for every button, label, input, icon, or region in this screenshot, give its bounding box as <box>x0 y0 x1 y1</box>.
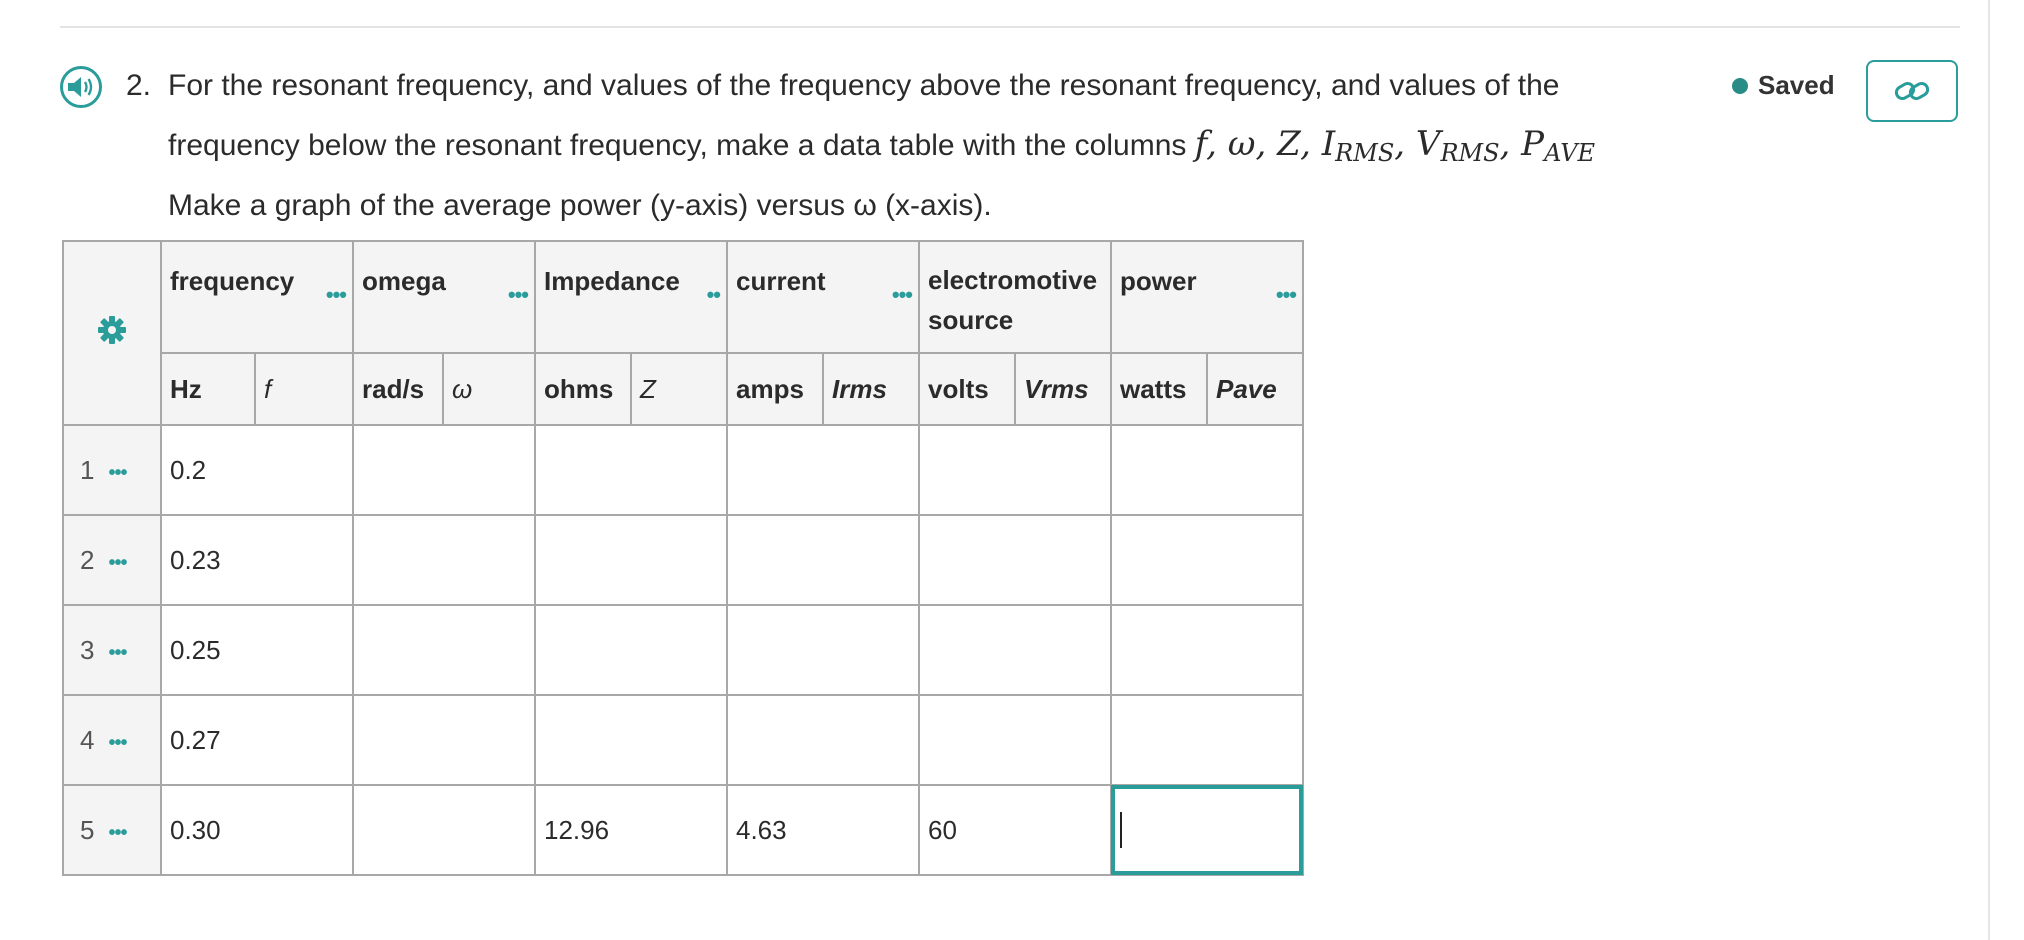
variable-cell-impedance[interactable]: Z <box>631 353 727 425</box>
unit-cell-power[interactable]: watts <box>1111 353 1207 425</box>
question-text-line-3: Make a graph of the average power (y-axis) versus ω (x-axis). <box>168 189 992 222</box>
data-cell[interactable]: 4.63 <box>727 785 919 875</box>
speaker-icon <box>66 74 96 100</box>
more-dots-icon[interactable]: ••• <box>1275 282 1296 307</box>
row-header[interactable]: 5 ••• <box>63 785 161 875</box>
data-cell[interactable]: 12.96 <box>535 785 727 875</box>
data-cell[interactable] <box>535 695 727 785</box>
more-dots-icon: ••• <box>108 731 127 754</box>
more-dots-icon: ••• <box>108 551 127 574</box>
column-header-impedance[interactable]: Impedance •• <box>535 241 727 353</box>
data-cell[interactable] <box>353 785 535 875</box>
right-divider <box>1988 0 1990 940</box>
data-cell[interactable] <box>1111 605 1303 695</box>
question-text-line-2 <box>168 124 1595 173</box>
link-button[interactable] <box>1866 60 1958 122</box>
saved-status <box>1732 70 1835 101</box>
data-cell[interactable] <box>535 605 727 695</box>
data-cell[interactable]: 0.2 <box>161 425 353 515</box>
data-cell[interactable] <box>727 695 919 785</box>
data-cell[interactable]: 0.25 <box>161 605 353 695</box>
column-header-frequency[interactable]: frequency ••• <box>161 241 353 353</box>
data-cell[interactable] <box>919 515 1111 605</box>
data-table <box>62 240 1304 876</box>
more-dots-icon: ••• <box>108 641 127 664</box>
saved-dot-icon <box>1732 78 1748 94</box>
data-cell[interactable] <box>727 515 919 605</box>
text-caret <box>1120 812 1122 848</box>
unit-cell-frequency[interactable]: Hz <box>161 353 255 425</box>
table-row <box>63 695 1303 785</box>
table-row <box>63 515 1303 605</box>
unit-cell-omega[interactable]: rad/s <box>353 353 443 425</box>
data-cell[interactable] <box>535 425 727 515</box>
question-number: 2. <box>126 69 152 102</box>
gear-icon <box>96 314 128 346</box>
top-divider <box>60 26 1960 28</box>
data-cell[interactable] <box>919 695 1111 785</box>
table-settings[interactable] <box>63 241 161 425</box>
saved-label: Saved <box>1758 70 1835 100</box>
link-icon <box>1893 76 1931 106</box>
data-cell[interactable]: 0.27 <box>161 695 353 785</box>
data-cell[interactable] <box>919 425 1111 515</box>
more-dots-icon[interactable]: •• <box>706 282 720 307</box>
row-header[interactable]: 3 ••• <box>63 605 161 695</box>
variable-cell-frequency[interactable]: f <box>255 353 353 425</box>
more-dots-icon: ••• <box>108 821 127 844</box>
math-columns: f, ω, Z, $I_{RMS}$, $V_{RMS}$, $P_{AVE}$ <box>1194 124 1596 167</box>
variable-cell-omega[interactable]: ω <box>443 353 535 425</box>
active-data-cell[interactable] <box>1111 785 1303 875</box>
data-cell[interactable] <box>353 515 535 605</box>
column-header-electromotive-source[interactable]: electromotive source <box>919 241 1111 353</box>
column-header-current[interactable]: current ••• <box>727 241 919 353</box>
data-cell[interactable] <box>1111 695 1303 785</box>
more-dots-icon[interactable]: ••• <box>507 282 528 307</box>
data-cell[interactable]: 60 <box>919 785 1111 875</box>
variable-cell-power[interactable]: Pave <box>1207 353 1303 425</box>
more-dots-icon[interactable]: ••• <box>891 282 912 307</box>
unit-cell-current[interactable]: amps <box>727 353 823 425</box>
data-cell[interactable] <box>1111 425 1303 515</box>
data-cell[interactable] <box>919 605 1111 695</box>
unit-cell-electromotive-source[interactable]: volts <box>919 353 1015 425</box>
data-cell[interactable]: 0.30 <box>161 785 353 875</box>
row-header[interactable]: 1 ••• <box>63 425 161 515</box>
table-row <box>63 425 1303 515</box>
question-text-line-2-text: frequency below the resonant frequency, make a data table with the columns <box>168 129 1187 162</box>
row-header[interactable]: 4 ••• <box>63 695 161 785</box>
data-cell[interactable] <box>727 425 919 515</box>
unit-cell-impedance[interactable]: ohms <box>535 353 631 425</box>
column-header-power[interactable]: power ••• <box>1111 241 1303 353</box>
question-text-line-1: For the resonant frequency, and values of the frequency above the resonant frequency, and values of the <box>168 69 1560 102</box>
table-row <box>63 605 1303 695</box>
table-row <box>63 785 1303 875</box>
data-cell[interactable] <box>353 695 535 785</box>
row-header[interactable]: 2 ••• <box>63 515 161 605</box>
data-cell[interactable] <box>353 605 535 695</box>
more-dots-icon[interactable]: ••• <box>325 282 346 307</box>
data-cell[interactable] <box>353 425 535 515</box>
more-dots-icon: ••• <box>108 461 127 484</box>
variable-cell-current[interactable]: Irms <box>823 353 919 425</box>
variable-cell-electromotive-source[interactable]: Vrms <box>1015 353 1111 425</box>
column-header-omega[interactable]: omega ••• <box>353 241 535 353</box>
read-aloud-button[interactable] <box>60 66 102 108</box>
data-cell[interactable] <box>1111 515 1303 605</box>
data-cell[interactable]: 0.23 <box>161 515 353 605</box>
data-cell[interactable] <box>535 515 727 605</box>
data-cell[interactable] <box>727 605 919 695</box>
